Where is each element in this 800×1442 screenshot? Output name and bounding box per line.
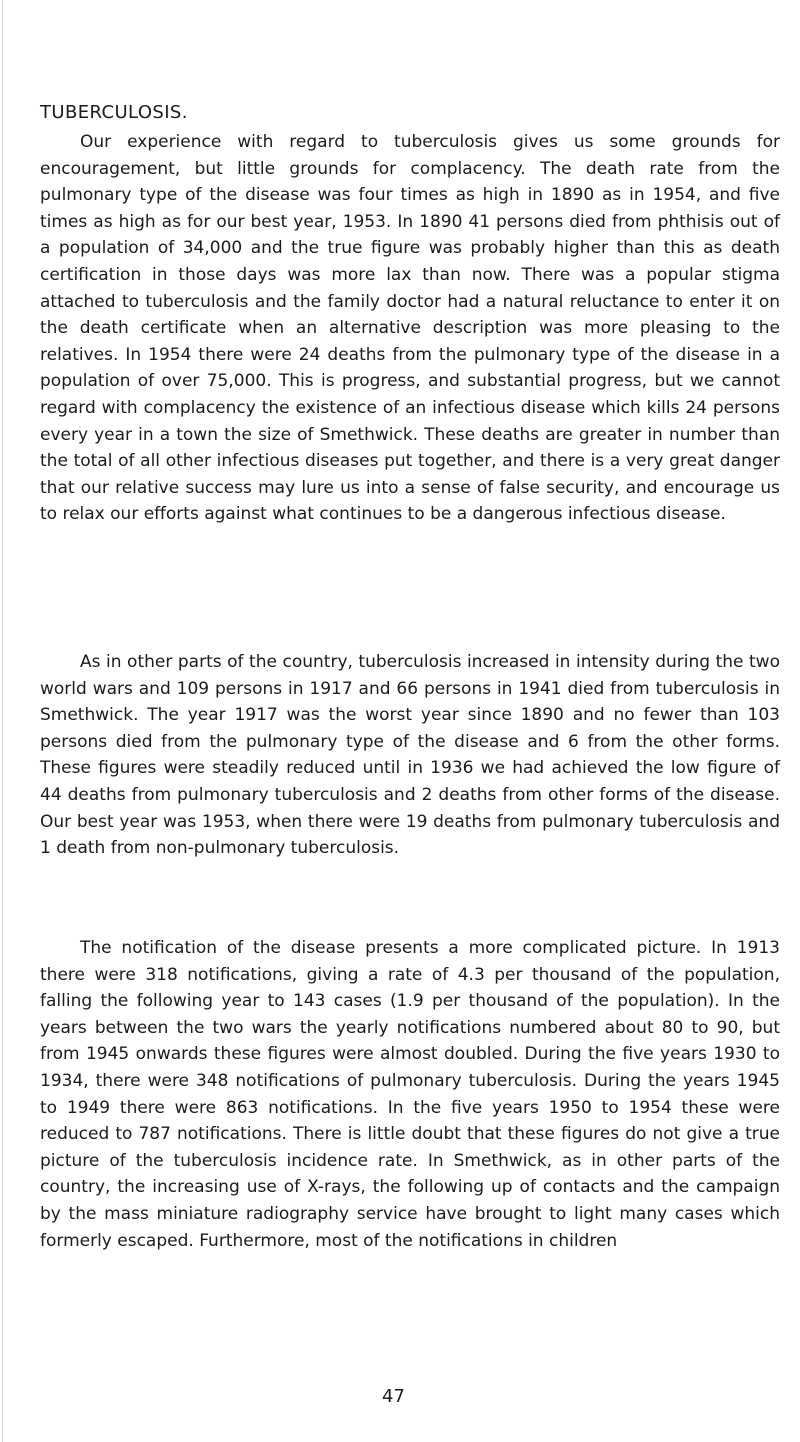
paragraph-notifications: The notification of the disease presents a more complicated picture. In 1913 there were 318 notifications, giving a rate of 4.3 per thousand of the population, falling the following year to 143 cases (1.9 per thousand of the population). In the years between the two wars the yearly notifications numbered about 80 to 90, but from 1945 onwards these figures were almost doubled. During the five years 1930 to 1934, there were 348 notifications of pulmonary tuberculosis. During the years 1945 to 1949 there were 863 notifications. In the five years 1950 to 1954 these were reduced to 787 notifications. There is little doubt that these figures do not give a true picture of the tuberculosis incidence rate. In Smethwick, as in other parts of the country, the increasing use of X-rays, the following up of contacts and the campaign by the mass miniature radiography service have brought to light many cases which formerly escaped. Furthermore, most of the notifications in children [40,938,780,1251]
section-heading: TUBERCULOSIS. [40,102,188,124]
paragraph-world-wars: As in other parts of the country, tuberculosis increased in intensity during the two world wars and 109 persons in 1917 and 66 persons in 1941 died from tuberculosis in Smethwick. The year 1917 was the worst year since 1890 and no fewer than 103 persons died from the pulmonary type of the disease and 6 from the other forms. These figures were steadily reduced until in 1936 we had achieved the low figure of 44 deaths from pulmonary tuberculosis and 2 deaths from other forms of the disease. Our best year was 1953, when there were 19 deaths from pulmonary tuberculosis and 1 death from non-pulmonary tuberculosis. [40,652,780,859]
page-edge-shadow [2,0,3,1442]
page-number: 47 [382,1386,405,1407]
paragraph-death-rate: Our experience with regard to tuberculosis gives us some grounds for encouragement, but little grounds for complacency. The death rate from the pulmonary type of the disease was four times as high in 1890 as in 1954, and five times as high as for our best year, 1953. In 1890 41 persons died from phthisis out of a population of 34,000 and the true figure was probably higher than this as death certification in those days was more lax than now. There was a popular stigma attached to tuberculosis and the family doctor had a natural reluctance to enter it on the death certificate when an alternative description was more pleasing to the relatives. In 1954 there were 24 deaths from the pulmonary type of the disease in a population of over 75,000. This is progress, and substantial progress, but we cannot regard with complacency the existence of an infectious disease which kills 24 persons every year in a town the size of Smethwick. These deaths are greater in number than the total of all other infectious diseases put together, and there is a very great danger that our relative success may lure us into a sense of false security, and encourage us to relax our efforts against what continues to be a dangerous infectious disease. [40,132,780,525]
